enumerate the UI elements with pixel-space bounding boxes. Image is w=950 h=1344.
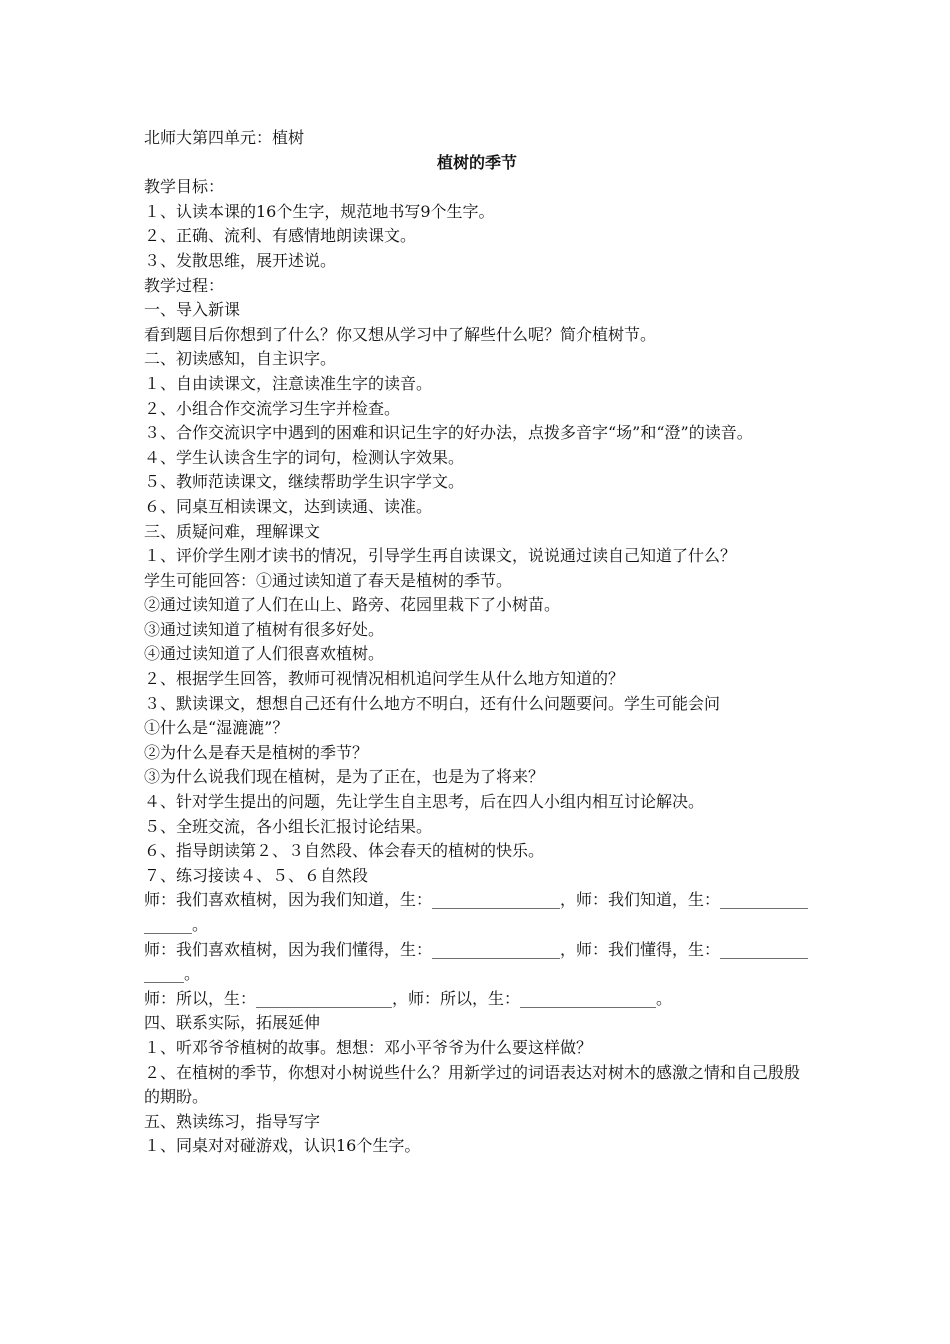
text-line: ７、练习接读４、５、６自然段	[144, 865, 369, 885]
text-line: 学生可能回答：①通过读知道了春天是植树的季节。	[144, 570, 513, 590]
text-line: ４、针对学生提出的问题，先让学生自主思考，后在四人小组内相互讨论解决。	[144, 792, 705, 812]
text-line: ④通过读知道了人们很喜欢植树。	[144, 644, 385, 664]
lesson-title: 植树的季节	[436, 152, 517, 172]
text-line: ４、学生认读含生字的词句，检测认字效果。	[144, 447, 465, 467]
text-line: １、认读本课的16个生字，规范地书写9个生字。	[144, 201, 495, 221]
document-body	[144, 126, 810, 1159]
text-line: 师：所以，生：_________________，师：所以，生：_________________。	[144, 988, 673, 1008]
text-line: ６、同桌互相读课文，达到读通、读准。	[144, 496, 433, 516]
text-line: 一、导入新课	[144, 300, 241, 320]
text-line: ②为什么是春天是植树的季节？	[144, 742, 369, 762]
text-line: 教学目标：	[144, 177, 225, 197]
text-line: 四、联系实际，拓展延伸	[144, 1013, 321, 1033]
text-line: 看到题目后你想到了什么？你又想从学习中了解些什么呢？简介植树节。	[144, 324, 657, 344]
text-line: １、评价学生刚才读书的情况，引导学生再自读课文，说说通过读自己知道了什么？	[144, 546, 737, 566]
text-line: 二、初读感知，自主识字。	[144, 349, 337, 369]
text-line: １、自由读课文，注意读准生字的读音。	[144, 373, 433, 393]
text-line: １、同桌对对碰游戏，认识16个生字。	[144, 1136, 421, 1156]
text-line: 师：我们喜欢植树，因为我们懂得，生：________________，师：我们懂得，生：________________。	[144, 939, 809, 984]
text-line: ②通过读知道了人们在山上、路旁、花园里栽下了小树苗。	[144, 595, 561, 615]
text-line: ２、正确、流利、有感情地朗读课文。	[144, 226, 417, 246]
text-line: 三、质疑问难，理解课文	[144, 521, 321, 541]
text-line: ２、小组合作交流学习生字并检查。	[144, 398, 401, 418]
text-line: 五、熟读练习，指导写字	[144, 1111, 321, 1131]
text-line: １、听邓爷爷植树的故事。想想：邓小平爷爷为什么要这样做？	[144, 1037, 593, 1057]
text-line: ２、根据学生回答，教师可视情况相机追问学生从什么地方知道的？	[144, 669, 625, 689]
lesson-content	[144, 175, 810, 1159]
text-line: ５、教师范读课文，继续帮助学生识字学文。	[144, 472, 465, 492]
text-line: ２、在植树的季节，你想对小树说些什么？用新学过的词语表达对树木的感激之情和自己殷殷的期盼。	[144, 1062, 801, 1107]
text-line: ６、指导朗读第２、３自然段、体会春天的植树的快乐。	[144, 841, 545, 861]
text-line: 师：我们喜欢植树，因为我们知道，生：________________，师：我们知道，生：_________________。	[144, 890, 809, 934]
text-line: ③为什么说我们现在植树，是为了正在，也是为了将来？	[144, 767, 545, 787]
text-line: ３、默读课文，想想自己还有什么地方不明白，还有什么问题要问。学生可能会问	[144, 693, 721, 713]
unit-line: 北师大第四单元：植树	[144, 128, 305, 147]
text-line: ①什么是“湿漉漉”？	[144, 718, 289, 738]
text-line: ３、发散思维，展开述说。	[144, 250, 337, 270]
text-line: 教学过程：	[144, 275, 225, 295]
text-line: ③通过读知道了植树有很多好处。	[144, 619, 385, 639]
text-line: ３、合作交流识字中遇到的困难和识记生字的好办法，点拨多音字“场”和“澄”的读音。	[144, 423, 753, 443]
text-line: ５、全班交流，各小组长汇报讨论结果。	[144, 816, 433, 836]
